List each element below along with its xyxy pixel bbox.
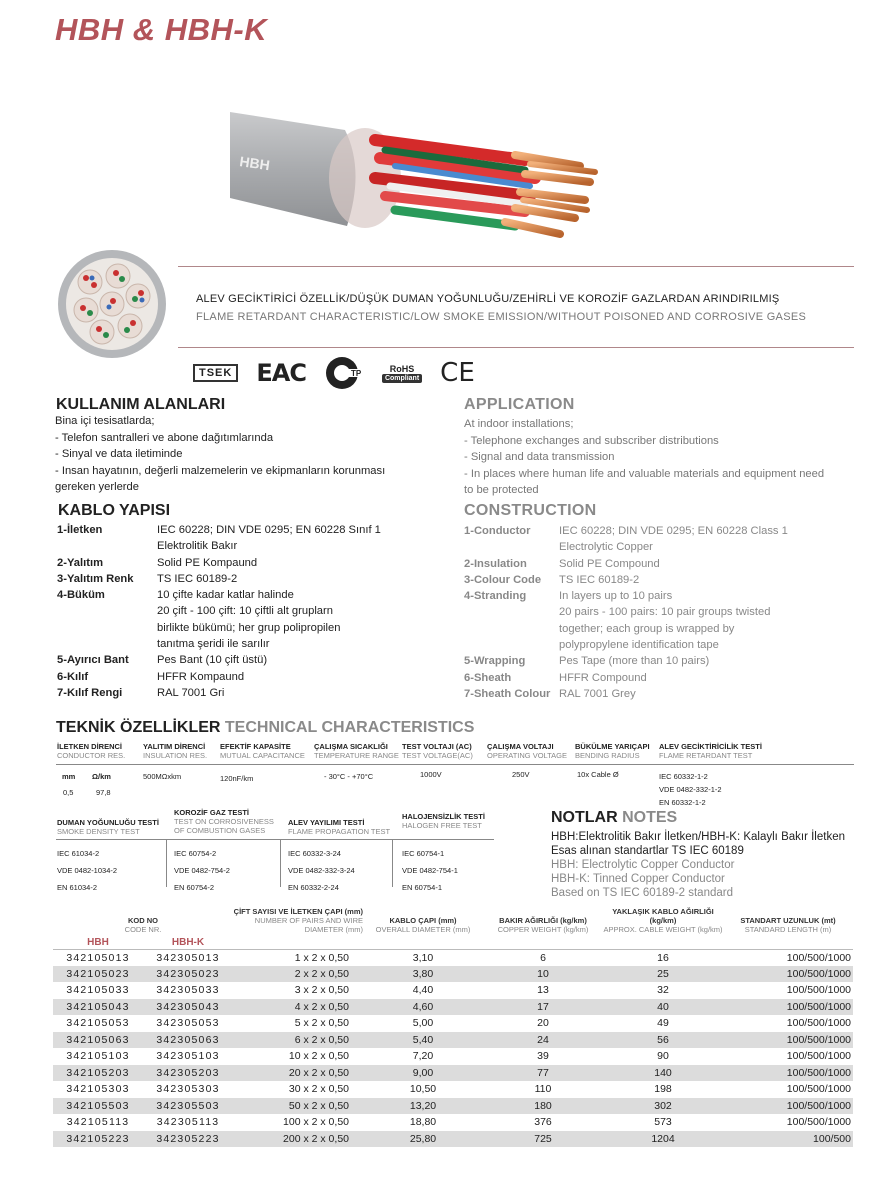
ce-logo: CE bbox=[440, 358, 475, 388]
tech-col-subtitle: FLAME RETARDANT TEST bbox=[659, 751, 753, 760]
table-cell: 3 x 2 x 0,50 bbox=[294, 984, 349, 997]
col-header-pairs: ÇİFT SAYISI VE İLETKEN ÇAPI (mm) NUMBER OF PAIRS AND WIRE DIAMETER (mm) bbox=[233, 907, 363, 934]
tech-title bbox=[56, 719, 474, 737]
tech-col-temperature bbox=[314, 742, 399, 760]
construction-value: Solid PE Compound bbox=[559, 557, 660, 570]
construction-row bbox=[464, 588, 854, 653]
table-cell: 10 bbox=[483, 966, 603, 983]
table-cell: 376 bbox=[534, 1116, 552, 1129]
table-cell: 24 bbox=[483, 1032, 603, 1049]
tech-col-subtitle: FLAME PROPAGATION TEST bbox=[288, 827, 391, 836]
construction-title-en: CONSTRUCTION bbox=[464, 502, 597, 519]
table-cell: 6 bbox=[540, 951, 546, 964]
construction-key: 1-Conductor bbox=[464, 525, 531, 537]
tech-flame-values bbox=[659, 770, 722, 809]
table-cell: 10 x 2 x 0,50 bbox=[288, 1050, 349, 1063]
table-row bbox=[53, 1131, 853, 1148]
rohs-logo bbox=[382, 364, 422, 383]
tech-value: EN 60332-1-2 bbox=[659, 798, 706, 807]
tech-value: IEC 60754-1 bbox=[402, 849, 445, 858]
table-cell: 198 bbox=[654, 1083, 672, 1096]
tech-value: EN 60332-2-24 bbox=[288, 883, 339, 892]
notes-line: HBH:Elektrolitik Bakır İletken/HBH-K: Kalaylı Bakır İletken bbox=[551, 831, 845, 843]
tech-value: EN 60754-2 bbox=[174, 883, 215, 892]
construction-value: IEC 60228; DIN VDE 0295; EN 60228 Sınıf 1 bbox=[157, 524, 381, 536]
tech-col-title: KOROZİF GAZ TESTİ bbox=[174, 808, 249, 817]
tech-vline bbox=[166, 839, 167, 887]
notes-title-tr: NOTLAR bbox=[551, 809, 618, 826]
table-cell: 50 x 2 x 0,50 bbox=[233, 1098, 363, 1115]
table-cell: 100/500/1000 bbox=[723, 1098, 853, 1115]
table-cell: 77 bbox=[483, 1065, 603, 1082]
table-cell: 342305023 bbox=[143, 966, 233, 983]
tech-value: 1000V bbox=[420, 770, 442, 779]
table-cell: 342305033 bbox=[156, 984, 220, 997]
table-cell: 1204 bbox=[603, 1131, 723, 1148]
construction-list-tr bbox=[57, 522, 437, 701]
tech-value: VDE 0482-754-2 bbox=[174, 866, 230, 875]
tech-value: EN 61034-2 bbox=[57, 883, 98, 892]
table-cell: 100/500/1000 bbox=[786, 1116, 851, 1129]
tech-col-subtitle: SMOKE DENSITY TEST bbox=[57, 827, 140, 836]
col-header-weight: YAKLAŞIK KABLO AĞIRLIĞI (kg/km) APPROX. CABLE WEIGHT (kg/km) bbox=[603, 907, 723, 934]
table-cell: 342305053 bbox=[156, 1017, 220, 1030]
construction-row bbox=[464, 653, 854, 669]
construction-value: 20 pairs - 100 pairs: 10 pair groups twisted bbox=[559, 606, 771, 619]
table-cell: 342305013 bbox=[156, 951, 220, 964]
tech-col-title: ÇALIŞMA SICAKLIĞI bbox=[314, 742, 388, 751]
table-cell: 32 bbox=[657, 984, 669, 997]
construction-value: In layers up to 10 pairs bbox=[559, 590, 673, 603]
tech-col-title: EFEKTİF KAPASİTE bbox=[220, 742, 291, 751]
table-cell: 342105053 bbox=[66, 1017, 130, 1030]
tech-value: IEC 60332-3-24 bbox=[288, 849, 341, 858]
table-row bbox=[53, 999, 853, 1016]
certification-logos bbox=[193, 355, 475, 391]
table-cell: 100/500/1000 bbox=[786, 984, 851, 997]
sub-header-hbhk: HBH-K bbox=[143, 937, 233, 949]
product-table bbox=[53, 907, 853, 1147]
col-header-length: STANDART UZUNLUK (mt) STANDARD LENGTH (m) bbox=[740, 916, 836, 934]
construction-row bbox=[57, 555, 437, 571]
table-subheader-row bbox=[53, 937, 853, 949]
construction-key: 2-Yalıtım bbox=[57, 556, 104, 569]
table-cell: 302 bbox=[603, 1098, 723, 1115]
cable-label: HBH bbox=[238, 153, 271, 174]
tech-col-subtitle: TEST VOLTAGE(AC) bbox=[402, 751, 473, 760]
table-cell: 5,00 bbox=[412, 1017, 434, 1030]
notes-title-en: NOTES bbox=[622, 809, 678, 826]
tech-value: VDE 0482-332-3-24 bbox=[288, 866, 355, 875]
tech-value: VDE 0482-754-1 bbox=[402, 866, 458, 875]
tech-col-title: BÜKÜLME YARIÇAPI bbox=[575, 742, 650, 751]
table-cell: 342305203 bbox=[143, 1065, 233, 1082]
table-cell: 342105063 bbox=[53, 1032, 143, 1049]
tech-unit: mm bbox=[62, 772, 76, 781]
construction-value: Elektrolitik Bakır bbox=[157, 540, 238, 553]
tech-col-subtitle: MUTUAL CAPACITANCE bbox=[220, 751, 305, 760]
table-cell: 56 bbox=[603, 1032, 723, 1049]
table-cell: 4 x 2 x 0,50 bbox=[233, 999, 363, 1016]
table-row bbox=[53, 1065, 853, 1082]
table-cell: 342305503 bbox=[143, 1098, 233, 1115]
table-cell: 1 x 2 x 0,50 bbox=[294, 951, 349, 964]
table-cell: 40 bbox=[603, 999, 723, 1016]
construction-value: birlikte bükümü; her grup polipropilen bbox=[157, 621, 341, 634]
construction-value: together; each group is wrapped by bbox=[559, 622, 735, 635]
tech-col-subtitle: TEST ON CORROSIVENESS OF COMBUSTION GASES bbox=[174, 817, 274, 835]
tech-col-title: TEST VOLTAJI (AC) bbox=[402, 742, 472, 751]
construction-row bbox=[464, 556, 854, 572]
tech-vline bbox=[280, 839, 281, 887]
table-cell: 49 bbox=[657, 1017, 669, 1030]
table-cell: 25 bbox=[603, 966, 723, 983]
table-cell: 342105303 bbox=[66, 1083, 130, 1096]
table-cell: 100 x 2 x 0,50 bbox=[283, 1116, 349, 1129]
construction-row bbox=[57, 685, 437, 701]
table-row bbox=[53, 949, 853, 966]
tech-col-subtitle: INSULATION RES. bbox=[143, 751, 208, 760]
table-cell: 725 bbox=[483, 1131, 603, 1148]
tech-col-test-voltage bbox=[402, 742, 473, 760]
tech-value: IEC 60332-1-2 bbox=[659, 772, 708, 781]
tech-value: IEC 61034-2 bbox=[57, 849, 100, 858]
rohs-label: RoHS bbox=[389, 363, 415, 374]
tech-col-subtitle: CONDUCTOR RES. bbox=[57, 751, 126, 760]
table-row bbox=[53, 1081, 853, 1098]
table-cell: 25,80 bbox=[363, 1131, 483, 1148]
usage-line: - Telephone exchanges and subscriber distributions bbox=[464, 434, 719, 447]
usage-text-tr bbox=[55, 413, 435, 496]
tech-col-operating-voltage bbox=[487, 742, 567, 760]
notes-line: HBH-K: Tinned Copper Conductor bbox=[551, 873, 725, 885]
table-cell: 13,20 bbox=[363, 1098, 483, 1115]
table-cell: 5 x 2 x 0,50 bbox=[294, 1017, 349, 1030]
tech-col-subtitle: OPERATING VOLTAGE bbox=[487, 751, 568, 760]
table-row bbox=[53, 1032, 853, 1049]
divider-bottom bbox=[178, 347, 854, 348]
table-cell: 100/500/1000 bbox=[723, 999, 853, 1016]
table-cell: 342305063 bbox=[143, 1032, 233, 1049]
construction-value: 20 çift - 100 çift: 10 çiftli alt gruplarn bbox=[157, 605, 333, 618]
notes-line: Esas alınan standartlar TS IEC 60189 bbox=[551, 845, 744, 857]
tech-value: - 30°C - +70°C bbox=[324, 772, 374, 781]
tech-value: 500MΩxkm bbox=[143, 772, 182, 781]
table-cell: 342105203 bbox=[53, 1065, 143, 1082]
table-cell: 342305103 bbox=[156, 1050, 220, 1063]
construction-key: 7-Sheath Colour bbox=[464, 687, 551, 700]
tech-col-flame-prop bbox=[288, 818, 390, 836]
tsek-logo: TSEK bbox=[193, 364, 238, 382]
table-cell: 13 bbox=[537, 984, 549, 997]
gost-logo bbox=[324, 355, 364, 391]
construction-value: polypropylene identification tape bbox=[559, 639, 719, 652]
table-cell: 110 bbox=[534, 1083, 552, 1096]
construction-value: HFFR Kompaund bbox=[157, 670, 245, 683]
notes-title bbox=[551, 809, 677, 827]
table-cell: 90 bbox=[657, 1050, 669, 1063]
tech-col-title: ÇALIŞMA VOLTAJI bbox=[487, 742, 554, 751]
tech-vline bbox=[392, 839, 393, 887]
usage-line: gereken yerlerde bbox=[55, 481, 139, 493]
construction-key: 6-Kılıf bbox=[57, 670, 89, 683]
table-cell: 10,50 bbox=[409, 1083, 437, 1096]
construction-key: 4-Büküm bbox=[57, 589, 105, 602]
table-cell: 5,40 bbox=[363, 1032, 483, 1049]
tech-value: 0,5 bbox=[63, 788, 74, 797]
table-cell: 100/500/1000 bbox=[723, 1065, 853, 1082]
construction-key: 4-Stranding bbox=[464, 590, 527, 603]
table-cell: 342105103 bbox=[66, 1050, 130, 1063]
tech-flame-prop-values bbox=[288, 845, 355, 896]
table-cell: 6 x 2 x 0,50 bbox=[233, 1032, 363, 1049]
tech-divider bbox=[56, 764, 854, 765]
tech-col-title: İLETKEN DİRENCİ bbox=[57, 742, 123, 751]
table-row bbox=[53, 966, 853, 983]
table-row bbox=[53, 982, 853, 999]
tech-title-tr: TEKNİK ÖZELLİKLER bbox=[56, 719, 221, 736]
tech-value: 97,8 bbox=[96, 788, 111, 797]
tech-col-insulation-res bbox=[143, 742, 207, 760]
col-header-copper: BAKIR AĞIRLIĞI (kg/km) COPPER WEIGHT (kg/km) bbox=[497, 916, 589, 934]
construction-key: 5-Wrapping bbox=[464, 655, 526, 668]
table-cell: 342305113 bbox=[156, 1116, 220, 1129]
table-cell: 342305043 bbox=[143, 999, 233, 1016]
table-cell: 100/500/1000 bbox=[723, 966, 853, 983]
usage-line: At indoor installations; bbox=[464, 418, 574, 430]
table-cell: 18,80 bbox=[409, 1116, 437, 1129]
construction-value: Solid PE Kompaund bbox=[157, 556, 258, 569]
construction-value: HFFR Compound bbox=[559, 671, 647, 684]
usage-line: - Insan hayatının, değerli malzemelerin ve ekipmanların korunması bbox=[55, 464, 386, 477]
tech-value: VDE 0482-332-1-2 bbox=[659, 785, 722, 794]
notes-text bbox=[551, 830, 845, 900]
usage-text-en bbox=[464, 416, 864, 499]
construction-row bbox=[464, 670, 854, 686]
construction-row bbox=[57, 587, 437, 652]
construction-value: Electrolytic Copper bbox=[559, 541, 653, 554]
table-cell: 4,40 bbox=[412, 984, 434, 997]
table-cell: 2 x 2 x 0,50 bbox=[233, 966, 363, 983]
divider-top bbox=[178, 266, 854, 267]
tech-value: VDE 0482-1034-2 bbox=[57, 866, 118, 875]
table-cell: 342105503 bbox=[53, 1098, 143, 1115]
table-cell: 16 bbox=[657, 951, 669, 964]
construction-row bbox=[464, 572, 854, 588]
tech-value: IEC 60754-2 bbox=[174, 849, 217, 858]
tech-unit: Ω/km bbox=[92, 772, 111, 781]
usage-line: to be protected bbox=[464, 484, 539, 496]
construction-key: 2-Insulation bbox=[464, 557, 527, 570]
table-row bbox=[53, 1098, 853, 1115]
table-body bbox=[53, 949, 853, 1147]
table-row bbox=[53, 1114, 853, 1131]
construction-value: RAL 7001 Grey bbox=[559, 687, 636, 700]
table-cell: 140 bbox=[603, 1065, 723, 1082]
table-cell: 200 x 2 x 0,50 bbox=[233, 1131, 363, 1148]
construction-title-tr: KABLO YAPISI bbox=[58, 502, 171, 519]
usage-title-en: APPLICATION bbox=[464, 396, 575, 413]
table-cell: 342305223 bbox=[143, 1131, 233, 1148]
table-row bbox=[53, 1048, 853, 1065]
construction-value: 10 çifte kadar katlar halinde bbox=[157, 589, 294, 602]
tech-col-title: YALITIM DİRENCİ bbox=[143, 742, 206, 751]
construction-key: 3-Colour Code bbox=[464, 573, 542, 586]
usage-line: - Telefon santralleri ve abone dağıtımlarında bbox=[55, 431, 274, 444]
col-header-code: KOD NO CODE NR. bbox=[124, 916, 162, 934]
usage-line: - In places where human life and valuable materials and equipment need bbox=[464, 467, 825, 480]
tech-col-title: ALEV YAYILIMI TESTİ bbox=[288, 818, 365, 827]
table-cell: 342105043 bbox=[53, 999, 143, 1016]
tech-col-bending bbox=[575, 742, 650, 760]
table-cell: 342105023 bbox=[53, 966, 143, 983]
table-cell: 342305303 bbox=[156, 1083, 220, 1096]
table-cell: 100/500 bbox=[723, 1131, 853, 1148]
col-header-diameter: KABLO ÇAPI (mm) OVERALL DIAMETER (mm) bbox=[375, 916, 471, 934]
table-cell: 7,20 bbox=[412, 1050, 434, 1063]
tech-title-en: TECHNICAL CHARACTERISTICS bbox=[224, 719, 475, 736]
tech-col-subtitle: BENDING RADIUS bbox=[575, 751, 640, 760]
tech-smoke-values bbox=[57, 845, 117, 896]
table-cell: 573 bbox=[654, 1116, 672, 1129]
tech-col-subtitle: HALOGEN FREE TEST bbox=[402, 821, 482, 830]
construction-row bbox=[57, 522, 437, 555]
table-cell: 3,80 bbox=[363, 966, 483, 983]
tech-col-corrosive bbox=[174, 808, 274, 835]
tech-halogen-values bbox=[402, 845, 458, 896]
table-cell: 100/500/1000 bbox=[723, 1032, 853, 1049]
tech-col-title: DUMAN YOĞUNLUĞU TESTİ bbox=[57, 818, 159, 827]
table-cell: 100/500/1000 bbox=[786, 951, 851, 964]
construction-key: 7-Kılıf Rengi bbox=[57, 686, 123, 699]
tech-col-title: HALOJENSİZLİK TESTİ bbox=[402, 812, 485, 821]
table-cell: 342105223 bbox=[53, 1131, 143, 1148]
page-title: HBH & HBH-K bbox=[55, 12, 268, 47]
tech-value: 120nF/km bbox=[220, 774, 254, 783]
tech-col-subtitle: TEMPERATURE RANGE bbox=[314, 751, 399, 760]
tech-value: 10x Cable Ø bbox=[577, 770, 619, 779]
construction-value: Pes Tape (more than 10 pairs) bbox=[559, 655, 710, 668]
construction-row bbox=[57, 571, 437, 587]
usage-line: - Sinyal ve data iletiminde bbox=[55, 448, 183, 460]
table-cell: 342105113 bbox=[66, 1116, 130, 1129]
tech-corrosive-values bbox=[174, 845, 230, 896]
construction-value: RAL 7001 Gri bbox=[157, 686, 225, 699]
tech-value: EN 60754-1 bbox=[402, 883, 443, 892]
table-cell: 180 bbox=[483, 1098, 603, 1115]
construction-value: TS IEC 60189-2 bbox=[559, 573, 640, 586]
table-row bbox=[53, 1015, 853, 1032]
construction-key: 5-Ayırıcı Bant bbox=[57, 654, 129, 667]
cable-image bbox=[225, 100, 645, 270]
tech-value: 250V bbox=[512, 770, 530, 779]
sub-header-hbh: HBH bbox=[53, 937, 143, 949]
construction-row bbox=[464, 523, 854, 556]
construction-value: Pes Bant (10 çift üstü) bbox=[157, 654, 268, 667]
construction-key: 3-Yalıtım Renk bbox=[57, 572, 134, 585]
tech-divider bbox=[56, 839, 494, 840]
construction-row bbox=[57, 669, 437, 685]
table-cell: 100/500/1000 bbox=[786, 1017, 851, 1030]
table-header-row bbox=[53, 907, 853, 937]
construction-key: 1-İletken bbox=[57, 524, 103, 536]
usage-line: - Signal and data transmission bbox=[464, 451, 615, 463]
usage-title-tr: KULLANIM ALANLARI bbox=[56, 396, 226, 413]
construction-row bbox=[464, 686, 854, 702]
table-cell: 342105033 bbox=[66, 984, 130, 997]
construction-value: TS IEC 60189-2 bbox=[157, 572, 238, 585]
rohs-compliant-label: Compliant bbox=[382, 374, 422, 383]
cross-section-image bbox=[56, 248, 168, 360]
table-cell: 20 bbox=[537, 1017, 549, 1030]
description-tr: ALEV GECİKTİRİCİ ÖZELLİK/DÜŞÜK DUMAN YOĞUNLUĞU/ZEHİRLİ VE KOROZİF GAZLARDAN ARINDIRILMIŞ bbox=[196, 293, 780, 305]
notes-line: HBH: Electrolytic Copper Conductor bbox=[551, 859, 735, 871]
table-cell: 4,60 bbox=[363, 999, 483, 1016]
tech-col-title: ALEV GECİKTİRİCİLİK TESTİ bbox=[659, 742, 762, 751]
description-en: FLAME RETARDANT CHARACTERISTIC/LOW SMOKE EMISSION/WITHOUT POISONED AND CORROSIVE GASES bbox=[196, 311, 807, 323]
table-cell: 342105013 bbox=[66, 951, 130, 964]
table-cell: 9,00 bbox=[363, 1065, 483, 1082]
notes-line: Based on TS IEC 60189-2 standard bbox=[551, 887, 733, 899]
table-cell: 100/500/1000 bbox=[786, 1050, 851, 1063]
tech-col-flame bbox=[659, 742, 762, 760]
eac-logo: EAC bbox=[256, 359, 306, 387]
construction-key: 6-Sheath bbox=[464, 671, 512, 684]
table-cell: 17 bbox=[483, 999, 603, 1016]
tech-col-halogen bbox=[402, 812, 485, 830]
construction-value: tanıtma şeridi ile sarılır bbox=[157, 638, 270, 651]
tech-col-smoke bbox=[57, 818, 159, 836]
usage-line: Bina içi tesisatlarda; bbox=[55, 415, 155, 427]
svg-text:TP: TP bbox=[350, 369, 362, 378]
table-cell: 20 x 2 x 0,50 bbox=[233, 1065, 363, 1082]
construction-row bbox=[57, 652, 437, 668]
table-cell: 30 x 2 x 0,50 bbox=[288, 1083, 349, 1096]
table-cell: 3,10 bbox=[412, 951, 434, 964]
construction-list-en bbox=[464, 523, 854, 702]
tech-col-conductor-res bbox=[57, 742, 125, 760]
table-cell: 39 bbox=[537, 1050, 549, 1063]
table-cell: 100/500/1000 bbox=[786, 1083, 851, 1096]
construction-value: IEC 60228; DIN VDE 0295; EN 60228 Class 1 bbox=[559, 525, 788, 537]
tech-col-capacitance bbox=[220, 742, 305, 760]
